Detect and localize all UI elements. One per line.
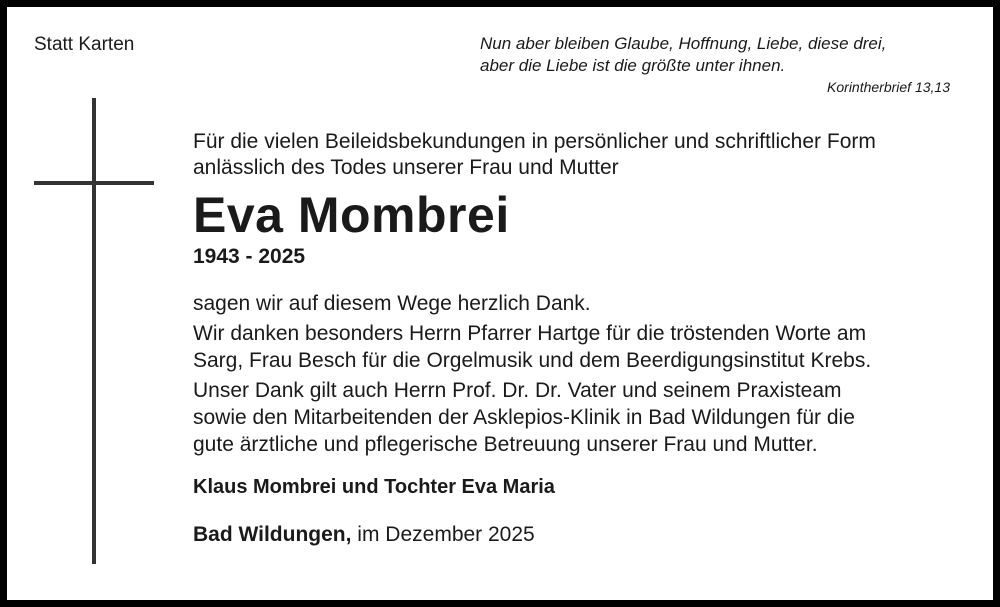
statt-karten-label: Statt Karten: [34, 34, 135, 55]
thanks-paragraph-3: [193, 377, 963, 458]
para3-line-3: gute ärztliche und pflegerische Betreuung unserer Frau und Mutter.: [193, 433, 818, 456]
mourners-names: Klaus Mombrei und Tochter Eva Maria: [193, 476, 555, 498]
para3-line-1: Unser Dank gilt auch Herrn Prof. Dr. Dr. Vater und seinem Praxisteam: [193, 379, 842, 402]
quote-line-1: Nun aber bleiben Glaube, Hoffnung, Liebe, diese drei,: [480, 34, 887, 53]
intro-line-1: Für die vielen Beileidsbekundungen in persönlicher und schriftlicher Form: [193, 130, 876, 153]
deceased-name: Eva Mombrei: [193, 187, 510, 243]
thanks-line: sagen wir auf diesem Wege herzlich Dank.: [193, 292, 591, 315]
intro-text: [193, 129, 963, 181]
para2-line-1: Wir danken besonders Herrn Pfarrer Hartge für die tröstenden Worte am: [193, 322, 867, 345]
place-name: Bad Wildungen,: [193, 523, 352, 546]
quote-source: Korintherbrief 13,13: [827, 79, 950, 95]
cross-vertical-bar: [92, 98, 96, 564]
para2-line-2: Sarg, Frau Besch für die Orgelmusik und dem Beerdigungsinstitut Krebs.: [193, 349, 872, 372]
cross-horizontal-bar: [34, 181, 154, 185]
quote-line-2: aber die Liebe ist die größte unter ihnen.: [480, 56, 786, 75]
notice-main: [193, 129, 963, 548]
thanks-paragraph-2: [193, 320, 963, 374]
intro-line-2: anlässlich des Todes unserer Frau und Mutter: [193, 156, 619, 179]
bible-quote: [480, 33, 950, 97]
para3-line-2: sowie den Mitarbeitenden der Asklepios-Klinik in Bad Wildungen für die: [193, 406, 855, 429]
life-years: 1943 - 2025: [193, 245, 306, 268]
place-and-date: [193, 522, 963, 548]
date-text: im Dezember 2025: [351, 523, 535, 546]
